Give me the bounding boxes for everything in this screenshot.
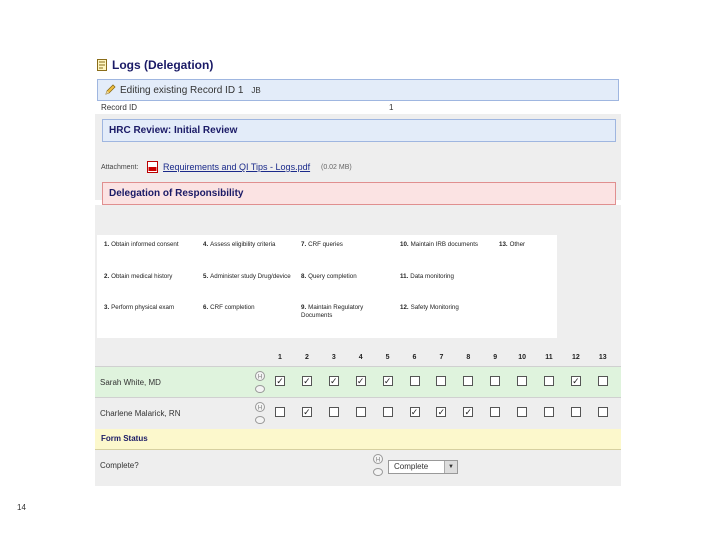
task-item bbox=[301, 241, 389, 249]
redcap-form bbox=[95, 50, 621, 486]
task-checkbox[interactable]: ✓ bbox=[383, 376, 392, 386]
task-text: Administer study Drug/device bbox=[210, 273, 291, 280]
column-number: 13 bbox=[598, 354, 607, 361]
task-number: 2. bbox=[104, 273, 110, 280]
column-number: 6 bbox=[412, 354, 417, 361]
column-number: 11 bbox=[545, 354, 553, 361]
svg-text:H: H bbox=[375, 457, 381, 464]
form-title: Logs (Delegation) bbox=[112, 58, 214, 72]
task-text: Data monitoring bbox=[410, 273, 454, 280]
column-number: 10 bbox=[518, 354, 526, 361]
task-text: CRF queries bbox=[308, 241, 343, 248]
person-name: Sarah White, MD bbox=[100, 378, 161, 387]
column-number: 12 bbox=[571, 354, 580, 361]
task-text: Query completion bbox=[308, 273, 357, 280]
task-item bbox=[301, 304, 389, 320]
complete-select[interactable] bbox=[388, 460, 458, 474]
task-checkbox[interactable] bbox=[275, 407, 285, 417]
task-number: 3. bbox=[104, 304, 110, 311]
task-checkbox[interactable] bbox=[490, 376, 500, 386]
task-checkbox[interactable]: ✓ bbox=[572, 376, 580, 386]
task-checkbox[interactable] bbox=[490, 407, 500, 417]
task-checkbox[interactable] bbox=[463, 376, 473, 386]
task-number: 11. bbox=[400, 273, 409, 280]
form-icon bbox=[97, 59, 107, 71]
person-row bbox=[95, 397, 621, 429]
task-item bbox=[203, 304, 291, 312]
person-row bbox=[95, 366, 621, 398]
task-number: 4. bbox=[203, 241, 209, 248]
task-checkbox[interactable] bbox=[598, 407, 608, 417]
task-checkbox[interactable]: ✓ bbox=[464, 407, 473, 417]
task-legend bbox=[97, 235, 557, 338]
svg-text:H: H bbox=[257, 374, 263, 381]
edit-banner-suffix: JB bbox=[251, 85, 261, 95]
task-checkbox[interactable] bbox=[436, 376, 446, 386]
task-item bbox=[400, 273, 488, 281]
task-checkbox[interactable]: ✓ bbox=[410, 407, 419, 417]
task-checkbox[interactable] bbox=[410, 376, 420, 386]
chevron-down-icon[interactable]: ▼ bbox=[444, 461, 457, 473]
task-checkbox[interactable]: ✓ bbox=[356, 376, 365, 386]
record-id-row bbox=[95, 102, 621, 114]
task-item bbox=[203, 273, 291, 281]
task-checkbox[interactable] bbox=[544, 376, 554, 386]
task-text: Obtain medical history bbox=[111, 273, 173, 280]
task-text: Perform physical exam bbox=[111, 304, 175, 311]
task-number: 7. bbox=[301, 241, 307, 248]
form-status-header: Form Status bbox=[95, 428, 621, 450]
record-id-label: Record ID bbox=[101, 103, 138, 112]
task-checkbox[interactable] bbox=[517, 376, 527, 386]
task-item bbox=[203, 241, 291, 249]
column-number: 5 bbox=[385, 354, 390, 361]
task-text: CRF completion bbox=[210, 304, 255, 311]
edit-banner-text: Editing existing Record ID 1 bbox=[120, 84, 244, 96]
attachment-link[interactable]: Requirements and QI Tips - Logs.pdf bbox=[163, 162, 311, 172]
task-item bbox=[400, 304, 488, 312]
page-number: 14 bbox=[17, 503, 26, 512]
form-title-row bbox=[95, 56, 213, 74]
record-id-value: 1 bbox=[389, 103, 394, 112]
delegation-header: Delegation of Responsibility bbox=[102, 182, 616, 205]
pencil-icon bbox=[104, 84, 116, 96]
task-item bbox=[104, 241, 192, 249]
person-name: Charlene Malarick, RN bbox=[100, 409, 181, 418]
task-checkbox[interactable]: ✓ bbox=[276, 376, 284, 386]
attachment-label: Attachment: bbox=[101, 164, 139, 171]
column-number: 4 bbox=[358, 354, 363, 361]
task-checkbox[interactable] bbox=[598, 376, 608, 386]
task-checkbox[interactable] bbox=[329, 407, 339, 417]
field-history-icon[interactable] bbox=[254, 401, 266, 427]
task-checkbox[interactable] bbox=[383, 407, 393, 417]
task-checkbox[interactable]: ✓ bbox=[303, 376, 311, 386]
field-history-icon[interactable] bbox=[372, 453, 384, 479]
task-text: Obtain informed consent bbox=[111, 241, 179, 248]
task-checkbox[interactable] bbox=[517, 407, 527, 417]
task-number: 13. bbox=[499, 241, 508, 248]
attachment-row bbox=[95, 156, 621, 176]
task-text: Assess eligibility criteria bbox=[210, 241, 276, 248]
edit-record-banner bbox=[97, 79, 619, 101]
column-number: 7 bbox=[439, 354, 444, 361]
task-text: Safety Monitoring bbox=[410, 304, 459, 311]
review-header: HRC Review: Initial Review bbox=[102, 119, 616, 142]
task-number: 9. bbox=[301, 304, 307, 311]
task-item bbox=[301, 273, 389, 281]
column-number: 1 bbox=[278, 354, 282, 361]
task-item bbox=[104, 273, 192, 281]
complete-label: Complete? bbox=[100, 461, 139, 470]
task-number: 8. bbox=[301, 273, 307, 280]
task-checkbox[interactable]: ✓ bbox=[330, 376, 338, 386]
task-checkbox[interactable]: ✓ bbox=[303, 407, 311, 417]
column-number: 8 bbox=[466, 354, 471, 361]
task-item bbox=[400, 241, 488, 249]
pdf-icon bbox=[147, 161, 158, 173]
task-checkbox[interactable] bbox=[356, 407, 366, 417]
complete-select-value: Complete bbox=[394, 462, 429, 471]
task-checkbox[interactable]: ✓ bbox=[437, 407, 446, 417]
attachment-size: (0.02 MB) bbox=[321, 164, 352, 171]
task-number: 6. bbox=[203, 304, 209, 311]
task-text: Other bbox=[509, 241, 526, 248]
column-number: 9 bbox=[493, 354, 498, 361]
task-checkbox[interactable] bbox=[544, 407, 554, 417]
field-history-icon[interactable] bbox=[254, 370, 266, 396]
task-number: 1. bbox=[104, 241, 110, 248]
svg-text:H: H bbox=[257, 405, 263, 412]
task-item bbox=[104, 304, 192, 312]
complete-row bbox=[95, 450, 621, 486]
column-number: 2 bbox=[304, 354, 309, 361]
task-number: 12. bbox=[400, 304, 409, 311]
task-number: 10. bbox=[400, 241, 409, 248]
column-number: 3 bbox=[331, 354, 336, 361]
task-item bbox=[499, 241, 587, 249]
task-checkbox[interactable] bbox=[571, 407, 581, 417]
task-number: 5. bbox=[203, 273, 209, 280]
task-text: Maintain IRB documents bbox=[410, 241, 479, 248]
task-text: Maintain Regulatory Documents bbox=[301, 304, 364, 319]
